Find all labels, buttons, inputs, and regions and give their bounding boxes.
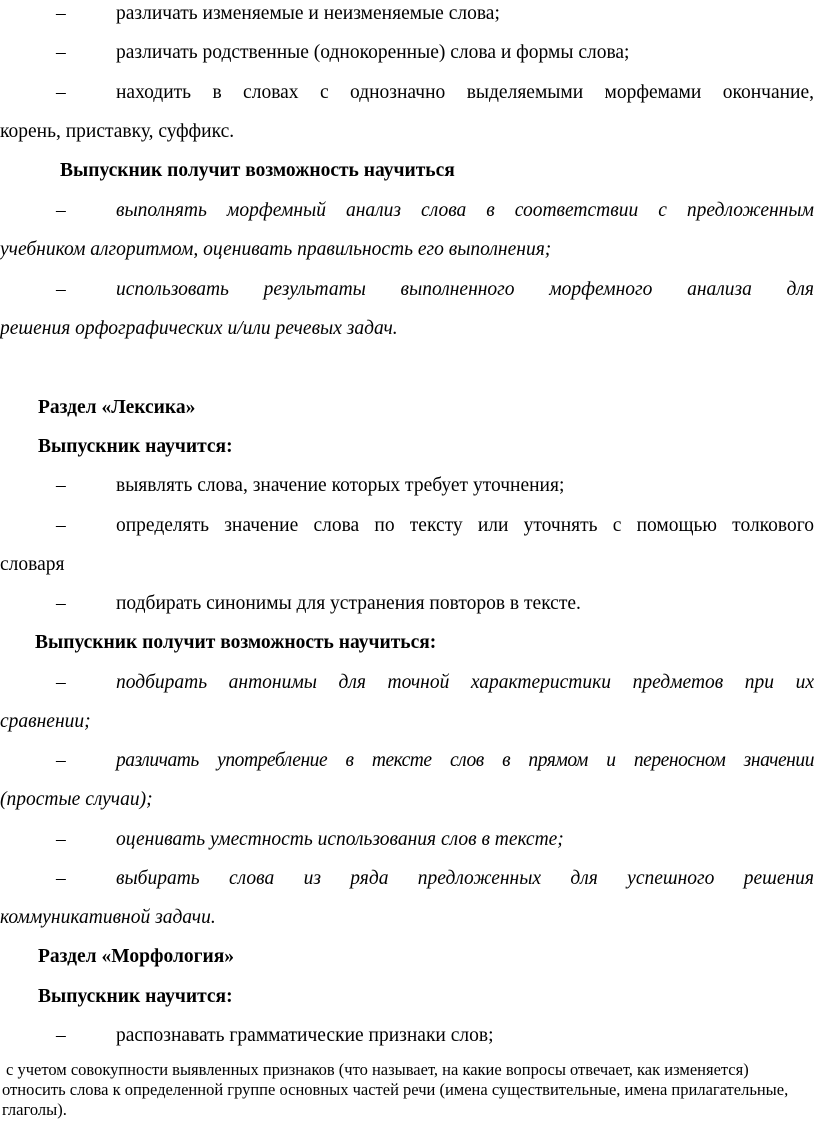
list-item-text: различать родственные (однокоренные) слова и формы слова; xyxy=(116,42,630,63)
list-item-text: определять значение слова по тексту или уточнять с помощью толкового xyxy=(116,515,814,536)
list-item-continuation: решения орфографических и/или речевых задач. xyxy=(0,318,398,339)
morphology-note: с учетом совокупности выявленных признаков (что называет, на какие вопросы отвечает, как изменяется) относить слова к определенной группе основных частей речи (имена существительные, имена прилагательные, глаголы). xyxy=(2,1060,789,1119)
list-item-continuation: словаря xyxy=(0,554,65,575)
list-item-text: выявлять слова, значение которых требует уточнения; xyxy=(116,475,565,496)
opportunity-heading: Выпускник получит возможность научиться xyxy=(60,160,455,181)
list-item-text: различать изменяемые и неизменяемые слова; xyxy=(116,3,500,24)
list-dash: – xyxy=(56,829,66,850)
list-dash: – xyxy=(56,42,66,63)
list-dash: – xyxy=(56,515,66,536)
list-dash: – xyxy=(56,1025,66,1046)
list-dash: – xyxy=(56,750,66,771)
section-title-morphology: Раздел «Морфология» xyxy=(38,946,235,967)
list-item-text: подбирать антонимы для точной характеристики предметов при их xyxy=(116,672,814,693)
list-item-text: подбирать синонимы для устранения повторов в тексте. xyxy=(116,593,581,614)
list-item-text: использовать результаты выполненного морфемного анализа для xyxy=(116,279,814,300)
list-item-text: выполнять морфемный анализ слова в соответствии с предложенным xyxy=(116,200,814,221)
list-dash: – xyxy=(56,3,66,24)
list-dash: – xyxy=(56,672,66,693)
list-item-continuation: (простые случаи); xyxy=(0,789,153,810)
list-dash: – xyxy=(56,82,66,103)
list-item-text: распознавать грамматические признаки слов; xyxy=(116,1025,494,1046)
list-dash: – xyxy=(56,200,66,221)
section-title-lexicon: Раздел «Лексика» xyxy=(38,397,196,418)
list-item-continuation: коммуникативной задачи. xyxy=(0,907,216,928)
list-item-continuation: сравнении; xyxy=(0,711,91,732)
list-dash: – xyxy=(56,475,66,496)
list-item-text: выбирать слова из ряда предложенных для успешного решения xyxy=(116,868,814,889)
list-item-text: различать употребление в тексте слов в прямом и переносном значении xyxy=(116,750,814,771)
opportunity-heading: Выпускник получит возможность научиться: xyxy=(35,632,437,653)
learns-heading: Выпускник научится: xyxy=(38,436,233,457)
list-dash: – xyxy=(56,868,66,889)
list-item-continuation: учебником алгоритмом, оценивать правильность его выполнения; xyxy=(0,239,552,260)
learns-heading: Выпускник научится: xyxy=(38,986,233,1007)
list-dash: – xyxy=(56,279,66,300)
list-item-text: находить в словах с однозначно выделяемыми морфемами окончание, xyxy=(116,82,814,103)
list-dash: – xyxy=(56,593,66,614)
list-item-continuation: корень, приставку, суффикс. xyxy=(0,121,235,142)
list-item-text: оценивать уместность использования слов в тексте; xyxy=(116,829,564,850)
